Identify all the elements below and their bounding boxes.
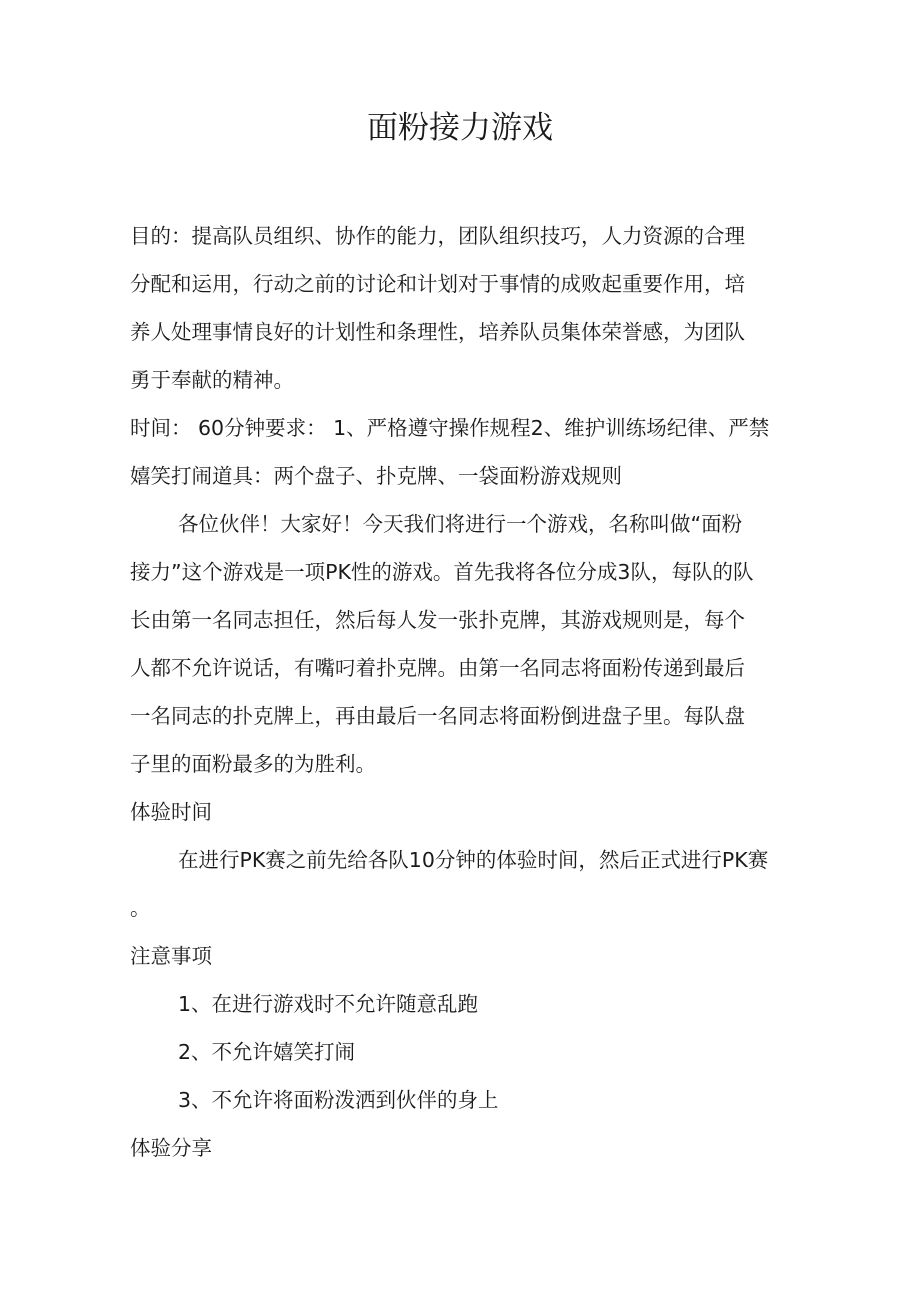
time-requirements-line-2: 嬉笑打闹道具：两个盘子、扑克牌、一袋面粉游戏规则 [130, 464, 622, 488]
time-requirements-line-1: 时间： 60分钟要求： 1、严格遵守操作规程2、维护训练场纪律、严禁 [130, 416, 770, 440]
rules-line-6: 子里的面粉最多的为胜利。 [130, 752, 376, 776]
rules-line-1: 各位伙伴！大家好！今天我们将进行一个游戏，名称叫做“面粉 [178, 512, 743, 536]
purpose-line-4: 勇于奉献的精神。 [130, 368, 294, 392]
purpose-line-1: 目的：提高队员组织、协作的能力，团队组织技巧，人力资源的合理 [130, 224, 745, 248]
section-heading-sharing: 体验分享 [130, 1136, 212, 1160]
trial-line-2: 。 [130, 896, 151, 920]
note-item-1: 1、在进行游戏时不允许随意乱跑 [178, 992, 479, 1016]
trial-line-1: 在进行PK赛之前先给各队10分钟的体验时间，然后正式进行PK赛 [178, 848, 769, 872]
rules-line-4: 人都不允许说话，有嘴叼着扑克牌。由第一名同志将面粉传递到最后 [130, 656, 745, 680]
section-heading-notes: 注意事项 [130, 944, 212, 968]
rules-line-5: 一名同志的扑克牌上，再由最后一名同志将面粉倒进盘子里。每队盘 [130, 704, 745, 728]
rules-line-2: 接力”这个游戏是一项PK性的游戏。首先我将各位分成3队，每队的队 [130, 560, 754, 584]
purpose-line-3: 养人处理事情良好的计划性和条理性，培养队员集体荣誉感，为团队 [130, 320, 745, 344]
document-title: 面粉接力游戏 [367, 110, 553, 146]
section-heading-trial: 体验时间 [130, 800, 212, 824]
purpose-line-2: 分配和运用，行动之前的讨论和计划对于事情的成败起重要作用，培 [130, 272, 745, 296]
note-item-3: 3、不允许将面粉泼洒到伙伴的身上 [178, 1088, 499, 1112]
note-item-2: 2、不允许嬉笑打闹 [178, 1040, 356, 1064]
rules-line-3: 长由第一名同志担任，然后每人发一张扑克牌，其游戏规则是，每个 [130, 608, 745, 632]
